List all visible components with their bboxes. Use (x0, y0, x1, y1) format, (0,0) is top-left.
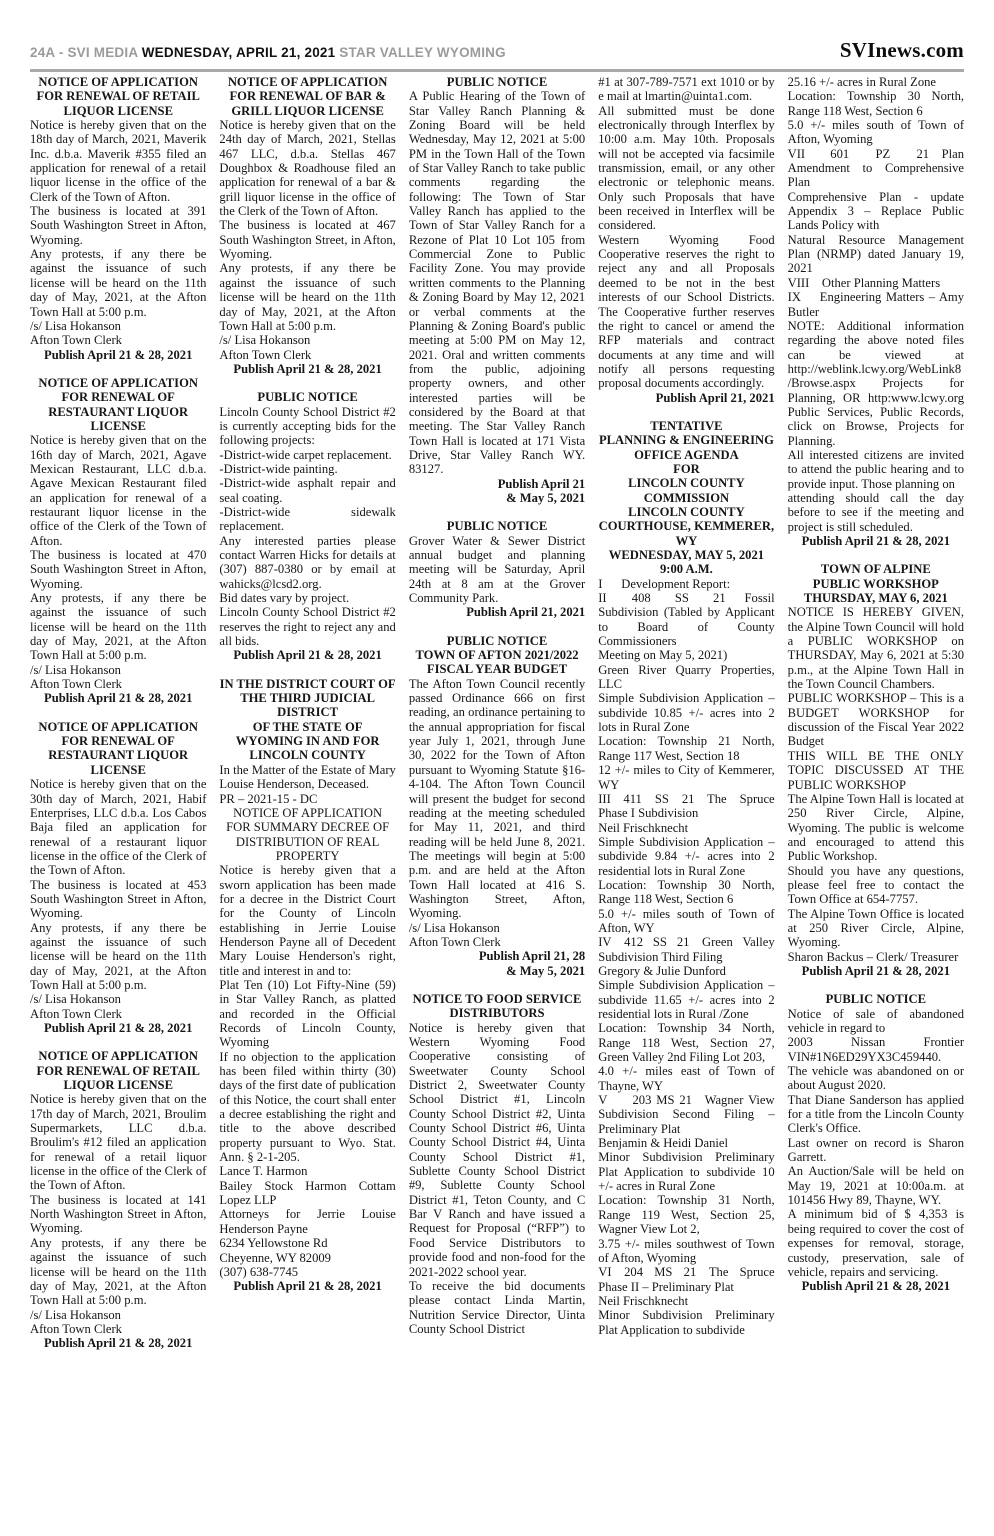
notice-paragraph: #1 at 307-789-7571 ext 1010 or by e mail at lmartin@uinta1.com. (598, 75, 775, 104)
notice-paragraph: Should you have any questions, please feel free to contact the Town Office at 654-7757. (787, 863, 965, 907)
notice-line: Afton Town Clerk (408, 934, 501, 949)
notice-paragraph: III 411 SS 21 The Spruce Phase I Subdivision (598, 791, 775, 821)
page-label: 24A - SVI MEDIA (30, 45, 138, 60)
notice-paragraph: If no objection to the application has been filed within thirty (30) days of the first date of publication of this Notice, the court shall enter a decree establishing the right and title to the above described property pursuant to Wyo. Stat. Ann. § 2-1-205. (219, 1049, 396, 1165)
masthead (30, 38, 964, 72)
notice-paragraph: In the Matter of the Estate of Mary Louise Henderson, Deceased. (219, 762, 396, 792)
notice-heading: NOTICE OF APPLICATION FOR RENEWAL OF RESTAURANT LIQUOR LICENSE (38, 375, 198, 433)
publish-line: Publish April 21, 2021 (655, 390, 775, 405)
publish-line: Publish April 21 & 28, 2021 (233, 1279, 382, 1294)
column-2 (219, 75, 395, 1518)
notice-paragraph: Notice is hereby given that on the 16th day of March, 2021, Agave Mexican Restaurant, LLC d.b.a. Agave Mexican Restaurant filed an application for renewal of a restaurant liquor license in the office of the Clerk of the Town of Afton. (30, 433, 207, 548)
notice-paragraph: Location: Township 30 North, Range 118 West, Section 6 (598, 877, 775, 907)
notice-paragraph: THIS WILL BE THE ONLY TOPIC DISCUSSED AT THE PUBLIC WORKSHOP (787, 748, 965, 792)
notice-paragraph: 4.0 +/- miles east of Town of Thayne, WY (598, 1064, 775, 1093)
notice-paragraph: All submitted must be done electronically through Interflex by 10:00 a.m. May 10th. Proposals will not be accepted via facsimile transmission, email, or any other electronic or telephonic means. Only such Proposals that have been received in Interflex will be considered. (598, 103, 775, 233)
notice-line: Neil Frischknecht (598, 1293, 689, 1308)
notice-paragraph: Location: Township 34 North, Range 118 West, Section 27, Green Valley 2nd Filing Lot 203, (598, 1021, 775, 1065)
notice-line: (307) 638-7745 (219, 1264, 299, 1279)
notice-paragraph: The business is located at 467 South Washington Street, in Afton, Wyoming. (219, 218, 396, 262)
notice-line: /s/ Lisa Hokanson (30, 662, 121, 677)
notice-paragraph: Location: Township 21 North, Range 117 West, Section 18 (598, 734, 775, 763)
notice-paragraph: Lincoln County School District #2 is currently accepting bids for the following projects: (219, 404, 396, 448)
notice-line: /s/ Lisa Hokanson (408, 920, 500, 935)
notice-paragraph: Bailey Stock Harmon Cottam Lopez LLP (219, 1178, 396, 1208)
notice-paragraph: -District-wide carpet replacement. (219, 447, 392, 462)
notice-heading: NOTICE TO FOOD SERVICE DISTRIBUTORS (412, 991, 582, 1021)
notice-paragraph: Simple Subdivision Application – subdivide 10.85 +/- acres into 2 lots in Rural Zone (598, 691, 775, 735)
notice-paragraph: 5.0 +/- miles south of Town of Afton, WY (598, 906, 775, 935)
notice-line: Afton Town Clerk (30, 1006, 122, 1021)
column-3 (409, 75, 585, 1518)
notice-paragraph: The Afton Town Council recently passed Ordinance 666 on first reading, an ordinance pertaining to the annual appropriation for fiscal year July 1, 2021, through June 30, 2022 for the Town of Afton pursuant to Wyoming Statute §16-4-104. The Afton Town Council will present the budget for second reading at the meeting scheduled for May 11, 2021, and third reading will be held June 8, 2021. The meetings will begin at 5:00 p.m. and are held at the Afton Town Hall located at 416 S. Washington Street, Afton, Wyoming. (408, 676, 586, 921)
notice-line: PR – 2021-15 - DC (219, 791, 318, 806)
notice-line: 6234 Yellowstone Rd (219, 1236, 328, 1251)
notice-line: /s/ Lisa Hokanson (30, 318, 121, 333)
notice-paragraph: All interested citizens are invited to attend the public hearing and to provide input. Those planning on (787, 447, 965, 491)
notice-paragraph: Bid dates vary by project. (219, 591, 350, 606)
notice-paragraph: attending should call the day before to see if the meeting and project is still scheduled. (787, 490, 965, 534)
notice-paragraph: 3.75 +/- miles southwest of Town of Afton, Wyoming (598, 1236, 775, 1265)
notice-line: Afton Town Clerk (30, 677, 122, 692)
notice-paragraph: 5.0 +/- miles south of Town of Afton, Wyoming (787, 118, 965, 147)
notice-line: Afton Town Clerk (219, 347, 312, 362)
notice-paragraph: Location: Township 30 North, Range 118 West, Section 6 (787, 89, 965, 118)
notice-paragraph: Minor Subdivision Preliminary Plat Application to subdivide 10 +/- acres in Rural Zone (598, 1150, 775, 1194)
notice-heading: PUBLIC NOTICE (446, 75, 548, 89)
notice-paragraph: Simple Subdivision Application – subdivide 9.84 +/- acres into 2 residential lots in Rural Zone (598, 834, 775, 878)
notice-paragraph: Notice of sale of abandoned vehicle in regard to (787, 1006, 965, 1035)
notice-line: /s/ Lisa Hokanson (30, 992, 121, 1007)
publish-line: Publish April 21 & 28, 2021 (44, 691, 193, 706)
notice-paragraph: Any protests, if any there be against the issuance of such license will be heard on the 11th day of May, 2021, at the Afton Town Hall at 5:00 p.m. (30, 1235, 207, 1308)
column-4 (598, 75, 774, 1518)
column-1 (30, 75, 206, 1518)
notice-paragraph: Western Wyoming Food Cooperative reserves the right to reject any and all Proposals deemed to be not in the best interests of our School Districts. The Cooperative further reserves the right to cancel or amend the RFP materials and contract documents at any time and will notify all persons requesting proposal documents accordingly. (598, 232, 775, 391)
notice-paragraph: VI 204 MS 21 The Spruce Phase II – Preliminary Plat (598, 1265, 775, 1294)
publish-line: Publish April 21 & 28, 2021 (801, 534, 950, 548)
notice-paragraph: Notice is hereby given that a sworn application has been made for a decree in the District Court for the County of Lincoln establishing in Jerrie Louise Henderson Payne all of Decedent Mary Louise Henderson's right, title and interest in and to: (219, 863, 396, 978)
notice-paragraph: Notice is hereby given that Western Wyoming Food Cooperative consisting of Sweetwater County School District 2, Sweetwater County School District #1, Lincoln County School District #2, Uinta County School District #6, Uinta County School District #4, Uinta County School District #1, Sublette County School District #9, Sublette County School District #1, Teton County, and C Bar V Ranch and have issued a Request for Proposal (“RFP”) to Food Service Distributors to provide food and non-food for the 2021-2022 school year. (408, 1020, 586, 1279)
notice-paragraph: The business is located at 141 North Washington Street in Afton, Wyoming. (30, 1192, 207, 1236)
notice-heading: NOTICE OF APPLICATION FOR RENEWAL OF RESTAURANT LIQUOR LICENSE (38, 719, 198, 777)
notice-line: /s/ Lisa Hokanson (219, 333, 311, 348)
notice-paragraph: Meeting on May 5, 2021) (598, 648, 728, 663)
notice-paragraph: Last owner on record is Sharon Garrett. (787, 1135, 965, 1165)
notice-paragraph: A minimum bid of $ 4,353 is being required to cover the cost of expenses for removal, storage, custody, preservation, sale of vehicle, repairs and servicing. (787, 1207, 965, 1279)
notice-paragraph: The vehicle was abandoned on or about August 2020. (787, 1064, 965, 1093)
notice-paragraph: VII 601 PZ 21 Plan Amendment to Comprehensive Plan (787, 146, 965, 190)
notice-heading: IN THE DISTRICT COURT OF THE THIRD JUDICIAL DISTRICT OF THE STATE OF WYOMING IN AND FOR LINCOLN COUNTY (219, 676, 396, 763)
notice-heading: PUBLIC NOTICE (257, 390, 358, 405)
notice-paragraph: To receive the bid documents please contact Linda Martin, Nutrition Service Director, Uinta County School District (408, 1278, 586, 1336)
site-title: SVInews.com (839, 38, 964, 62)
notice-paragraph: The business is located at 391 South Washington Street in Afton, Wyoming. (30, 204, 207, 247)
notice-paragraph: V 203 MS 21 Wagner View Subdivision Second Filing – Preliminary Plat (598, 1093, 775, 1136)
notice-paragraph: Plat Ten (10) Lot Fifty-Nine (59) in Star Valley Ranch, as platted and recorded in the Official Records of Lincoln County, Wyoming (219, 977, 396, 1050)
notice-heading: NOTICE OF APPLICATION FOR RENEWAL OF BAR & GRILL LIQUOR LICENSE (227, 75, 388, 118)
notice-heading: TENTATIVE PLANNING & ENGINEERING OFFICE AGENDA FOR LINCOLN COUNTY COMMISSION LINCOLN COUNTY COURTHOUSE, KEMMERER, WY WEDNESDAY, MAY 5, 2021 9:00 A.M. (598, 418, 775, 577)
notice-paragraph: Grover Water & Sewer District annual budget and planning meeting will be Saturday, April 24th at 8 am at the Grover Community Park. (408, 533, 586, 606)
notice-paragraph: Notice is hereby given that on the 30th day of March, 2021, Habif Enterprises, LLC d.b.a. Los Cabos Baja filed an application for renewal of a restaurant liquor license in the office of the Clerk of the Town of Afton. (30, 777, 207, 878)
notice-paragraph: I Development Report: (598, 576, 731, 591)
notice-paragraph: The Alpine Town Office is located at 250 River Circle, Alpine, Wyoming. (787, 906, 965, 950)
publish-line: Publish April 21 & 28, 2021 (44, 1021, 193, 1035)
notice-subheading: NOTICE OF APPLICATION FOR SUMMARY DECREE OF DISTRIBUTION OF REAL PROPERTY (226, 805, 390, 863)
notice-heading: TOWN OF ALPINE PUBLIC WORKSHOP THURSDAY, MAY 6, 2021 (803, 562, 948, 606)
publish-line: Publish April 21 & 28, 2021 (801, 1279, 950, 1294)
notice-paragraph: Comprehensive Plan - update Appendix 3 – Replace Public Lands Policy with (787, 189, 965, 233)
notice-heading: NOTICE OF APPLICATION FOR RENEWAL OF RETAIL LIQUOR LICENSE (36, 75, 200, 118)
notice-paragraph: An Auction/Sale will be held on May 19, 2021 at 10:00a.m. at 101456 Hwy 89, Thayne, WY. (787, 1164, 965, 1208)
notice-line: Gregory & Julie Dunford (598, 963, 726, 978)
notice-line: Neil Frischknecht (598, 820, 689, 835)
notice-paragraph: -District-wide sidewalk replacement. (219, 504, 396, 534)
notice-paragraph: The business is located at 470 South Washington Street in Afton, Wyoming. (30, 548, 207, 591)
publish-line: Publish April 21 & 28, 2021 (801, 963, 950, 978)
notice-line: /s/ Lisa Hokanson (30, 1307, 121, 1322)
notice-columns (30, 75, 964, 1518)
notice-paragraph: Simple Subdivision Application – subdivide 11.65 +/- acres into 2 residential lots in Rural /Zone (598, 978, 775, 1021)
notice-paragraph: Notice is hereby given that on the 17th day of March, 2021, Broulim Supermarkets, LLC d.b.a. Broulim's #12 filed an application for renewal of a retail liquor license in the office of the Clerk of the Town of Afton. (30, 1092, 207, 1193)
notice-paragraph: Green River Quarry Properties, LLC (598, 662, 775, 692)
publish-line: Publish April 21 & 28, 2021 (44, 347, 193, 362)
notice-paragraph: 12 +/- miles to City of Kemmerer, WY (598, 763, 775, 792)
notice-paragraph: Sharon Backus – Clerk/ Treasurer (787, 949, 959, 964)
notice-paragraph: Lincoln County School District #2 reserves the right to reject any and all bids. (219, 605, 396, 649)
publish-line: Publish April 21, 28 & May 5, 2021 (478, 949, 586, 978)
notice-paragraph: II 408 SS 21 Fossil Subdivision (Tabled by Applicant to Board of County Commissioners (598, 591, 775, 649)
notice-line: Lance T. Harmon (219, 1164, 308, 1179)
notice-paragraph: Any interested parties please contact Warren Hicks for details at (307) 887-0380 or by email at wahicks@lcsd2.org. (219, 533, 396, 591)
notice-paragraph: That Diane Sanderson has applied for a title from the Lincoln County Clerk's Office. (787, 1092, 965, 1136)
notice-heading: PUBLIC NOTICE (446, 519, 548, 534)
publish-line: Publish April 21 & 28, 2021 (233, 361, 382, 376)
column-5 (788, 75, 964, 1518)
notice-paragraph: The business is located at 453 South Washington Street in Afton, Wyoming. (30, 877, 207, 921)
notice-paragraph: -District-wide painting. (219, 461, 338, 476)
notice-paragraph: IV 412 SS 21 Green Valley Subdivision Third Filing (598, 935, 775, 964)
notice-paragraph: Any protests, if any there be against the issuance of such license will be heard on the 11th day of May, 2021, at the Afton Town Hall at 5:00 p.m. (219, 261, 396, 333)
notice-line: Afton Town Clerk (30, 333, 122, 348)
masthead-location: STAR VALLEY WYOMING (339, 45, 506, 60)
notice-paragraph: IX Engineering Matters – Amy Butler (787, 290, 965, 319)
notice-paragraph: PUBLIC WORKSHOP – This is a BUDGET WORKSHOP for discussion of the Fiscal Year 2022 Budget (787, 691, 965, 749)
notice-line: Afton Town Clerk (30, 1321, 122, 1336)
notice-paragraph: VIII Other Planning Matters (787, 275, 941, 290)
notice-heading: PUBLIC NOTICE (825, 992, 927, 1007)
masthead-date: WEDNESDAY, APRIL 21, 2021 (141, 45, 336, 60)
notice-paragraph: NOTICE IS HEREBY GIVEN, the Alpine Town Council will hold a PUBLIC WORKSHOP on THURSDAY, May 6, 2021 at 5:30 p.m., at the Alpine Town Hall in the Town Council Chambers. (787, 605, 965, 692)
notice-paragraph: Natural Resource Management Plan (NRMP) dated January 19, 2021 (787, 232, 965, 276)
notice-paragraph: Any protests, if any there be against the issuance of such license will be heard on the 11th day of May, 2021, at the Afton Town Hall at 5:00 p.m. (30, 247, 207, 319)
notice-paragraph: Any protests, if any there be against the issuance of such license will be heard on the 11th day of May, 2021, at the Afton Town Hall at 5:00 p.m. (30, 920, 207, 992)
notice-paragraph: Attorneys for Jerrie Louise Henderson Payne (219, 1207, 396, 1236)
notice-paragraph: Notice is hereby given that on the 18th day of March, 2021, Maverik Inc. d.b.a. Maverik #355 filed an application for renewal of a retail liquor license in the office of the Clerk of the Town of Afton. (30, 118, 207, 204)
notice-paragraph: Notice is hereby given that on the 24th day of March, 2021, Stellas 467 LLC, d.b.a. Stellas 467 Doughbox & Roadhouse filed an application for renewal of a bar & grill liquor license in the office of the Clerk of the Town of Afton. (219, 118, 396, 219)
notice-paragraph: Minor Subdivision Preliminary Plat Application to subdivide (598, 1308, 775, 1337)
notice-paragraph: NOTE: Additional information regarding the above noted files can be viewed at http://weblink.lcwy.org/WebLink8/Browse.aspx Projects for Planning, OR http:www.lcwy.org Public Services, Public Records, click on Browse, Projects for Planning. (787, 318, 965, 448)
notice-line: Cheyenne, WY 82009 (219, 1250, 331, 1265)
publish-line: Publish April 21, 2021 (466, 605, 586, 620)
masthead-left (30, 45, 506, 60)
notice-line: Benjamin & Heidi Daniel (598, 1136, 728, 1151)
notice-heading: NOTICE OF APPLICATION FOR RENEWAL OF RETAIL LIQUOR LICENSE (36, 1049, 200, 1093)
notice-heading: PUBLIC NOTICE TOWN OF AFTON 2021/2022 FISCAL YEAR BUDGET (415, 633, 579, 677)
notice-paragraph: 2003 Nissan Frontier VIN#1N6ED29YX3C459440. (787, 1035, 965, 1064)
publish-line: Publish April 21 & 28, 2021 (233, 648, 382, 663)
notice-paragraph: Any protests, if any there be against the issuance of such license will be heard on the 11th day of May, 2021, at the Afton Town Hall at 5:00 p.m. (30, 591, 207, 663)
notice-paragraph: The Alpine Town Hall is located at 250 River Circle, Alpine, Wyoming. The public is welcome and encouraged to attend this Public Workshop. (787, 791, 965, 864)
notice-paragraph: -District-wide asphalt repair and seal coating. (219, 476, 396, 505)
notice-paragraph: 25.16 +/- acres in Rural Zone (787, 75, 937, 89)
notice-paragraph: Location: Township 31 North, Range 119 West, Section 25, Wagner View Lot 2, (598, 1193, 775, 1237)
notice-paragraph: A Public Hearing of the Town of Star Valley Ranch Planning & Zoning Board will be held Wednesday, May 12, 2021 at 5:00 PM in the Town Hall of the Town of Star Valley Ranch to take public comments regarding the following: The Town of Star Valley Ranch has applied to the Town of Star Valley Ranch for a Rezone of Plat 10 Lot 105 from Commercial Zone to Public Facility Zone. You may provide written comments to the Planning & Zoning Board by May 12, 2021 or verbal comments at the Planning & Zoning Board's public meeting at 5:00 PM on May 12, 2021. Oral and written comments from the public, adjoining property owners, and other interested parties will be considered by the Board at that meeting. The Star Valley Ranch Town Hall is located at 171 Vista Drive, Star Valley Ranch WY. 83127. (408, 89, 586, 477)
publish-line: Publish April 21 & May 5, 2021 (497, 476, 586, 505)
publish-line: Publish April 21 & 28, 2021 (44, 1336, 193, 1351)
